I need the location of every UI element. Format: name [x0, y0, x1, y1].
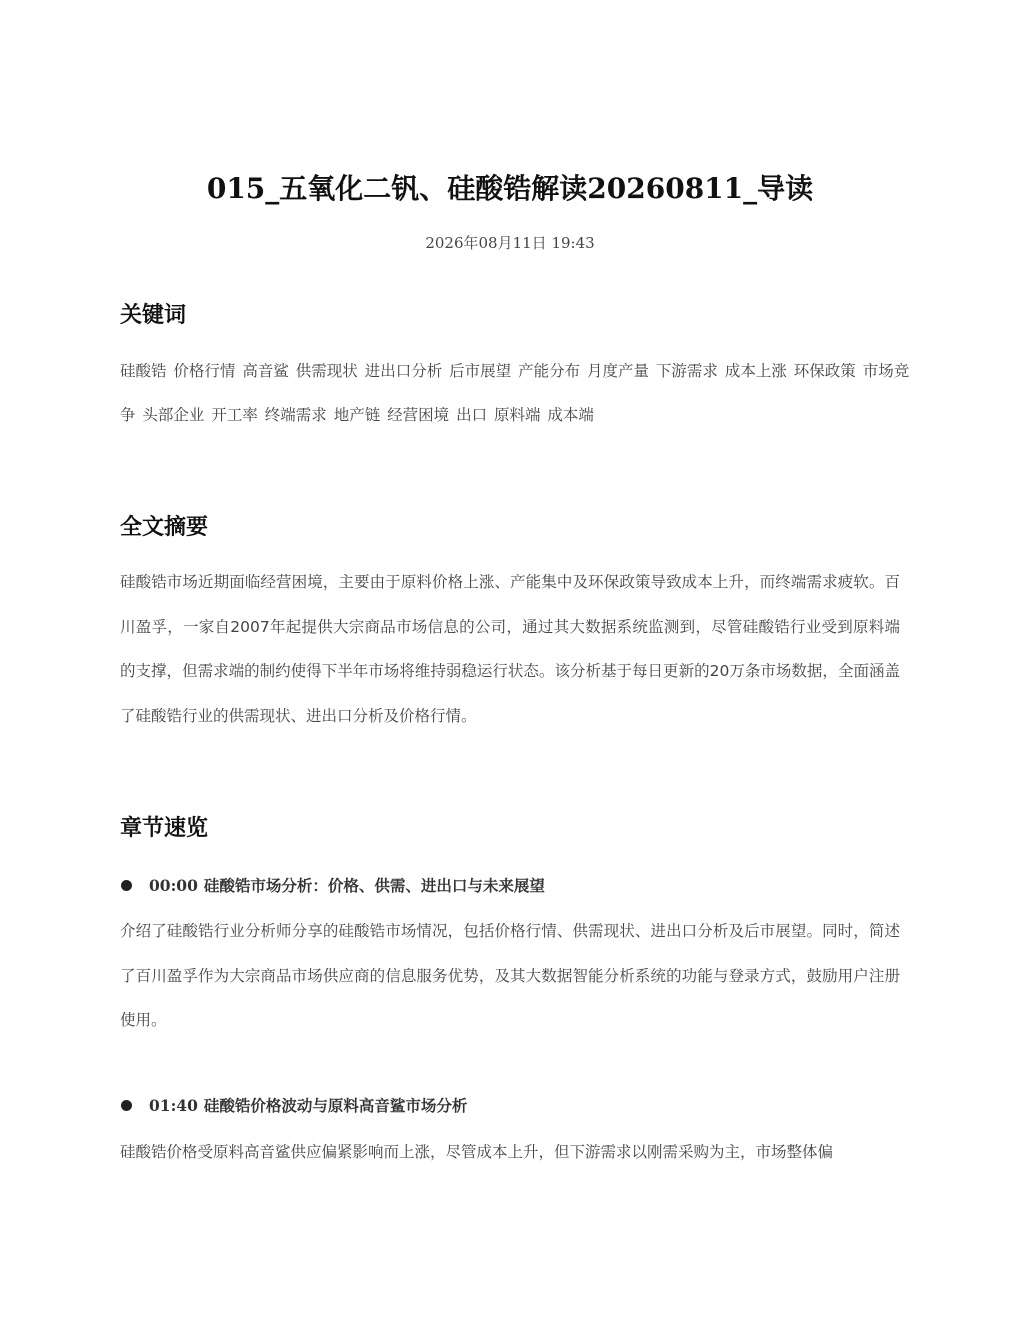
chapter-item-heading [120, 1092, 900, 1118]
document-date: 2026年08月11日 19:43 [425, 234, 595, 252]
summary-text: 硅酸锆市场近期面临经营困境，主要由于原料价格上涨、产能集中及环保政策导致成本上升，而终端需求疲软。百川盈孚，一家自2007年起提供大宗商品市场信息的公司，通过其大数据系统监测到，尽管硅酸锆行业受到原料端的支撑，但需求端的制约使得下半年市场将维持弱稳运行状态。该分析基于每日更新的20万条市场数据，全面涵盖了硅酸锆行业的供需现状、进出口分析及价格行情。 [120, 573, 900, 725]
chapter-title: 硅酸锆市场分析：价格、供需、进出口与未来展望 [203, 877, 545, 895]
chapter-timestamp: 00:00 [149, 875, 198, 895]
chapter-description: 介绍了硅酸锆行业分析师分享的硅酸锆市场情况，包括价格行情、供需现状、进出口分析及后市展望。同时，简述了百川盈孚作为大宗商品市场供应商的信息服务优势，及其大数据智能分析系统的功能与登录方式，鼓励用户注册使用。 [120, 922, 900, 1029]
bullet-icon [121, 1100, 132, 1111]
keywords-heading: 关键词 [120, 303, 187, 328]
document-title: 015_五氧化二钒、硅酸锆解读20260811_导读 [206, 171, 814, 205]
summary-heading: 全文摘要 [120, 515, 209, 540]
chapters-heading: 章节速览 [120, 816, 209, 841]
chapter-title: 硅酸锆价格波动与原料高音鲨市场分析 [203, 1097, 468, 1115]
chapter-description: 硅酸锆价格受原料高音鲨供应偏紧影响而上涨，尽管成本上升，但下游需求以刚需采购为主，市场整体偏 [120, 1143, 834, 1161]
bullet-icon [121, 880, 132, 891]
keywords-list: 硅酸锆 价格行情 高音鲨 供需现状 进出口分析 后市展望 产能分布 月度产量 下游需求 成本上涨 环保政策 市场竞争 头部企业 开工率 终端需求 地产链 经营困境 出口 原料端 成本端 [120, 362, 910, 424]
chapter-item-heading [120, 872, 900, 898]
chapter-timestamp: 01:40 [149, 1095, 198, 1115]
